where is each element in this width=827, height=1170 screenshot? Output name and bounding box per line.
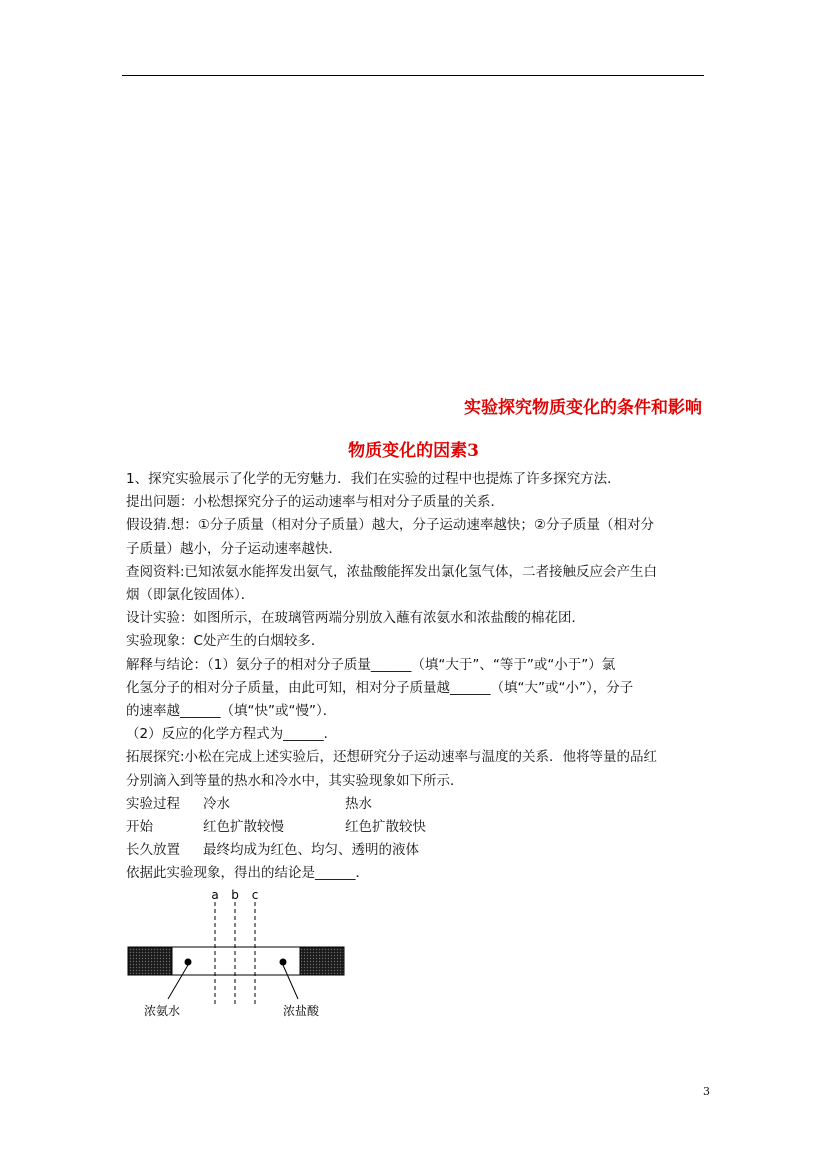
question-line: 实验现象：C处产生的白烟较多． [126, 633, 325, 650]
question-line: （2）反应的化学方程式为______． [126, 726, 338, 743]
label-c: c [251, 888, 259, 902]
table-cell: 冷水 [203, 795, 230, 812]
question-line: 拓展探究:小松在完成上述实验后，还想研究分子运动速率与温度的关系．他将等量的品红 [126, 749, 658, 766]
table-cell: 热水 [345, 795, 372, 812]
table-row [126, 793, 711, 816]
right-cotton-plug [300, 947, 344, 975]
table-cell: 长久放置 [126, 842, 180, 859]
question-line: 设计实验：如图所示，在玻璃管两端分别放入蘸有浓氨水和浓盐酸的棉花团． [126, 610, 585, 627]
glass-tube-diagram [120, 882, 360, 1022]
question-line: 查阅资料:已知浓氨水能挥发出氨气，浓盐酸能挥发出氯化氢气体，二者接触反应会产生白 [126, 563, 658, 580]
conclusion-line: 依据此实验现象，得出的结论是______． [126, 865, 369, 882]
table-cell: 实验过程 [126, 795, 180, 812]
document-title: 实验探究物质变化的条件和影响 [464, 398, 702, 418]
question-line: 的速率越______（填“快”或“慢”）． [126, 703, 337, 720]
table-cell: 红色扩散较快 [345, 819, 426, 836]
question-line: 提出问题：小松想探究分子的运动速率与相对分子质量的关系． [126, 494, 504, 511]
right-cotton-ball [280, 959, 287, 966]
label-b: b [231, 888, 239, 902]
table-row [126, 839, 711, 862]
question-line: 子质量）越小，分子运动速率越快． [126, 540, 342, 557]
label-a: a [211, 888, 219, 902]
question-line: 分别滴入到等量的热水和冷水中，其实验现象如下所示． [126, 772, 464, 789]
table-cell: 最终均成为红色、均匀、透明的液体 [203, 842, 419, 859]
table-cell: 开始 [126, 819, 153, 836]
question-body [126, 468, 711, 886]
table-row [126, 816, 711, 839]
header-rule [122, 75, 704, 76]
document-subtitle: 物质变化的因素3 [348, 441, 479, 461]
question-line: 1、探究实验展示了化学的无穷魅力．我们在实验的过程中也提炼了许多探究方法． [126, 471, 621, 487]
left-cotton-ball [185, 959, 192, 966]
label-ammonia: 浓氨水 [144, 1004, 181, 1018]
page-number: 3 [703, 1085, 710, 1098]
left-cotton-plug [128, 947, 172, 975]
question-line: 解释与结论：（1）氨分子的相对分子质量______（填“大于”、“等于”或“小于”）氯 [126, 656, 616, 673]
label-hydrochloric-acid: 浓盐酸 [283, 1004, 320, 1018]
table-cell: 红色扩散较慢 [203, 819, 284, 836]
question-line: 化氢分子的相对分子质量，由此可知，相对分子质量越______（填“大”或“小”），分子 [126, 679, 634, 696]
question-line: 烟（即氯化铵固体）． [126, 587, 255, 604]
question-line: 假设猜.想：①分子质量（相对分子质量）越大，分子运动速率越快；②分子质量（相对分 [126, 517, 654, 534]
